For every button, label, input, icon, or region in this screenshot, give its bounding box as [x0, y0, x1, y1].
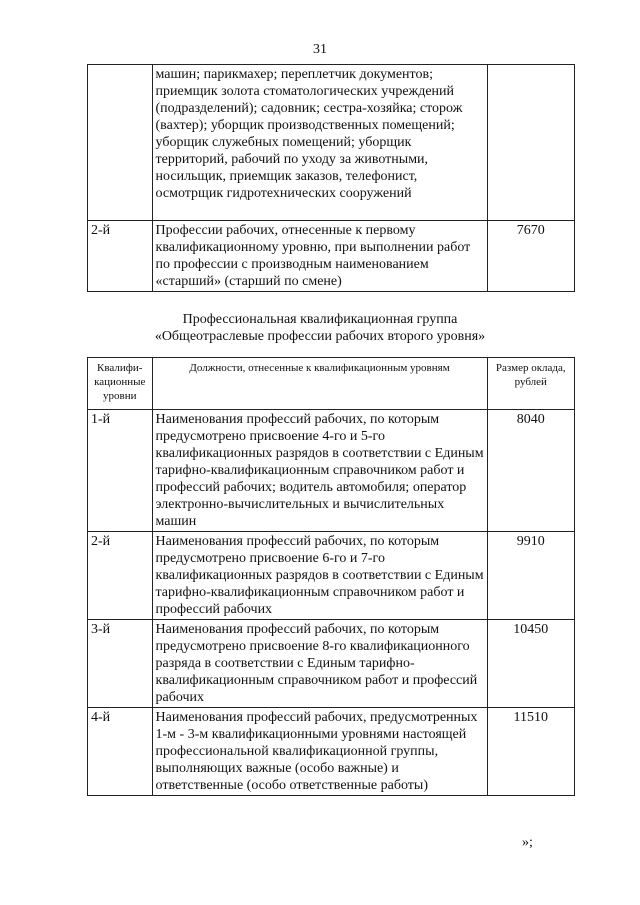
header-level: Квалифи-кационные уровни — [88, 358, 153, 410]
salary-cell: 10450 — [487, 620, 574, 708]
level-cell: 3-й — [88, 620, 153, 708]
level-cell: 4-й — [88, 708, 153, 796]
closing-quote-mark: »; — [522, 835, 533, 850]
table-row — [88, 708, 575, 796]
salary-cell: 7670 — [487, 221, 574, 292]
positions-cell: машин; парикмахер; переплетчик документов; приемщик золота стоматологических учреждений (подразделений); садовник; сестра-хозяйка; сторож (вахтер); уборщик производственных помещений; уборщик служебных помещений; уборщик территорий, рабочий по уходу за животными, носильщик, приемщик заказов, телефонист, осмотрщик гидротехнических сооружений — [152, 65, 487, 221]
table-row — [88, 620, 575, 708]
table-row — [88, 65, 575, 221]
header-positions: Должности, отнесенные к квалификационным уровням — [152, 358, 487, 410]
table-first-level-continuation — [87, 64, 575, 292]
level-cell: 2-й — [88, 221, 153, 292]
salary-cell: 9910 — [487, 532, 574, 620]
positions-cell: Наименования профессий рабочих, предусмотренных 1-м - 3-м квалификационными уровнями настоящей профессиональной квалификационной группы, выполняющих важные (особо важные) и ответственные (особо ответственные работы) — [152, 708, 487, 796]
table-second-level — [87, 357, 575, 796]
group-title-line2: «Общеотраслевые профессии рабочих второго уровня» — [154, 329, 486, 344]
table-row — [88, 221, 575, 292]
positions-cell: Наименования профессий рабочих, по которым предусмотрено присвоение 4-го и 5-го квалификационных разрядов в соответствии с Единым тарифно-квалификационным справочником работ и профессий рабочих; водитель автомобиля; оператор электронно-вычислительных и вычислительных машин — [152, 410, 487, 532]
page-number: 31 — [313, 42, 327, 57]
table-header-row — [88, 358, 575, 410]
positions-cell: Наименования профессий рабочих, по которым предусмотрено присвоение 6-го и 7-го квалификационных разрядов в соответствии с Единым тарифно-квалификационным справочником работ и профессий рабочих — [152, 532, 487, 620]
table-row — [88, 532, 575, 620]
salary-cell: 11510 — [487, 708, 574, 796]
level-cell: 2-й — [88, 532, 153, 620]
table-row — [88, 410, 575, 532]
group-title-line1: Профессиональная квалификационная группа — [182, 312, 458, 327]
positions-cell: Профессии рабочих, отнесенные к первому квалификационному уровню, при выполнении работ по профессии с производным наименованием «старший» (старший по смене) — [152, 221, 487, 292]
salary-cell: 8040 — [487, 410, 574, 532]
group-title — [0, 311, 640, 345]
level-cell — [88, 65, 153, 221]
level-cell: 1-й — [88, 410, 153, 532]
positions-cell: Наименования профессий рабочих, по которым предусмотрено присвоение 8-го квалификационного разряда в соответствии с Единым тарифно-квалификационным справочником работ и профессий рабочих — [152, 620, 487, 708]
salary-cell — [487, 65, 574, 221]
header-salary: Размер оклада, рублей — [487, 358, 574, 410]
